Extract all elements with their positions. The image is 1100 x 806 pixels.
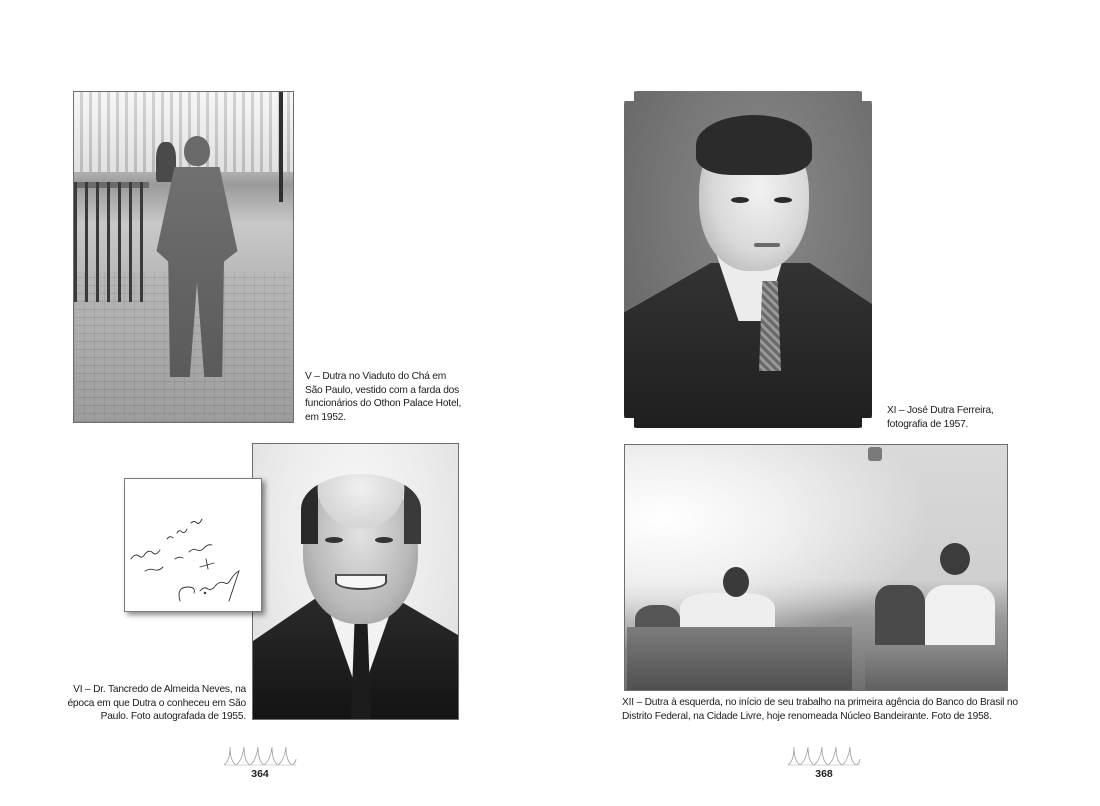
page-number: 368 bbox=[815, 768, 833, 780]
caption-photo-vi bbox=[40, 683, 246, 724]
page-number: 364 bbox=[251, 768, 269, 780]
photo-hair bbox=[696, 115, 812, 175]
photo-man-left-head bbox=[723, 567, 749, 597]
photo-hair bbox=[301, 474, 421, 544]
photo-man-right-head bbox=[940, 543, 970, 575]
caption-line: V – Dutra no Viaduto do Chá em bbox=[305, 371, 447, 382]
photo-v-viaduto-do-cha bbox=[73, 91, 294, 423]
photo-mouth bbox=[754, 243, 780, 247]
caption-line: XII – Dutra à esquerda, no início de seu trabalho na primeira agência do Banco do Brasil no bbox=[622, 697, 1018, 708]
photo-vi-tancredo-neves bbox=[252, 443, 459, 720]
autograph-card bbox=[124, 478, 262, 612]
photo-tie bbox=[759, 281, 781, 371]
photo-railing bbox=[74, 182, 149, 302]
photo-ceiling-lamp bbox=[868, 447, 882, 461]
autograph-signature-icon bbox=[125, 479, 263, 613]
photo-xii-banco-do-brasil-office bbox=[624, 444, 1008, 691]
caption-line: XI – José Dutra Ferreira, bbox=[887, 405, 994, 416]
photo-desk bbox=[627, 627, 852, 691]
photo-desk bbox=[865, 645, 1008, 691]
caption-line: funcionários do Othon Palace Hotel, bbox=[305, 398, 462, 410]
photo-chair bbox=[875, 585, 925, 645]
caption-photo-xi bbox=[887, 404, 1047, 431]
caption-line: em 1952. bbox=[305, 411, 346, 423]
caption-photo-xii bbox=[622, 696, 1022, 723]
caption-line: época em que Dutra o conheceu em São bbox=[67, 697, 246, 709]
caption-line: Distrito Federal, na Cidade Livre, hoje renomeada Núcleo Bandeirante. Foto de 1958. bbox=[622, 710, 992, 722]
caption-line: VI – Dr. Tancredo de Almeida Neves, na bbox=[73, 684, 246, 695]
photo-smile bbox=[335, 574, 387, 590]
photo-buildings bbox=[74, 92, 293, 172]
caption-line: fotografia de 1957. bbox=[887, 418, 969, 430]
caption-line: São Paulo, vestido com a farda dos bbox=[305, 384, 460, 396]
photo-eye bbox=[325, 537, 343, 543]
photo-eye bbox=[375, 537, 393, 543]
photo-eye bbox=[774, 197, 792, 203]
photo-walking-man-head bbox=[184, 136, 210, 166]
scallop-ornament-icon bbox=[786, 745, 862, 767]
photo-eye bbox=[731, 197, 749, 203]
caption-line: Paulo. Foto autografada de 1955. bbox=[100, 711, 246, 723]
photo-man-right-body bbox=[925, 585, 995, 645]
photo-lamp-pole bbox=[279, 92, 283, 202]
photo-xi-jose-dutra-ferreira bbox=[624, 91, 872, 428]
scallop-ornament-icon bbox=[222, 745, 298, 767]
caption-photo-v bbox=[305, 370, 480, 424]
